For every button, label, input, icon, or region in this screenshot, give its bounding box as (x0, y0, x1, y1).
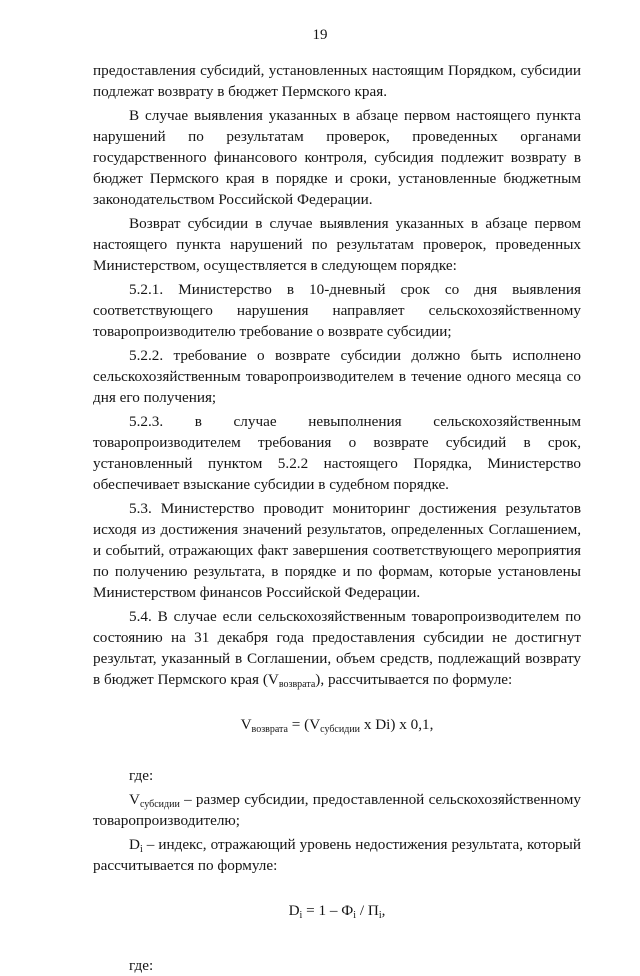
formula-symbol: = (V (287, 716, 321, 733)
formula-symbol: , (381, 902, 386, 919)
subscript: возврата (251, 724, 288, 735)
paragraph-5-4 (93, 606, 581, 690)
formula-symbol: / П (356, 902, 379, 919)
paragraph-5-2-2: 5.2.2. требование о возврате субсидии должно быть исполнено сельскохозяйственным товаропроизводителем в течение одного месяца со дня его получения; (93, 347, 581, 406)
paragraph-5-2-1: 5.2.1. Министерство в 10-дневный срок со дня выявления соответствующего нарушения направляет сельскохозяйственному товаропроизводителю требование о возврате субсидии; (93, 281, 581, 340)
formula-symbol: V (129, 791, 140, 808)
definition-index (93, 834, 581, 876)
paragraph: В случае выявления указанных в абзаце первом настоящего пункта нарушений по результатам проверок, проведенных органами государственного финансового контроля, субсидия подлежит возврату в бюджет Пермского края в порядке и сроки, установленные бюджетным законодательством Российской Федерации. (93, 107, 581, 208)
paragraph-5-4-text: 5.4. В случае если сельскохозяйственным товаропроизводителем по состоянию на 31 декабря года предоставления субсидии не достигнут результат, указанный в Соглашении, объем средств, подлежащий возврату в бюджет Пермского края (V (93, 608, 581, 688)
formula-symbol: x Di) x 0,1, (360, 716, 434, 733)
subscript: возврата (278, 679, 316, 690)
definition-text: – размер субсидии, предоставленной сельскохозяйственному товаропроизводителю; (93, 791, 581, 829)
formula-return-amount (93, 714, 581, 735)
subscript: субсидии (139, 799, 180, 810)
definition-text: – индекс, отражающий уровень недостижения результата, который рассчитывается по формуле: (93, 836, 581, 874)
paragraph-5-4-text-end: ), рассчитывается по формуле: (315, 671, 513, 688)
formula-symbol: D (129, 836, 140, 853)
subscript: i (139, 844, 143, 855)
formula-symbol: V (240, 716, 252, 733)
where-label: где: (129, 957, 154, 974)
paragraph-5-3: 5.3. Министерство проводит мониторинг достижения результатов исходя из достижения значений результатов, определенных Соглашением, и событий, отражающих факт завершения соответствующего мероприятия по получению результата, в порядке и по формам, которые установлены Министерством финансов Российской Федерации. (93, 500, 581, 601)
paragraph: предоставления субсидий, установленных настоящим Порядком, субсидии подлежат возврату в бюджет Пермского края. (93, 62, 581, 100)
paragraph: Возврат субсидии в случае выявления указанных в абзаце первом настоящего пункта нарушений по результатам проверок, проведенных Министерством, осуществляется в следующем порядке: (93, 215, 581, 274)
formula-symbol: = 1 – Ф (302, 902, 354, 919)
subscript: i (299, 910, 303, 921)
document-body (93, 60, 581, 976)
subscript: субсидии (320, 724, 361, 735)
formula-symbol: D (288, 902, 300, 919)
subscript: i (353, 910, 357, 921)
subscript: i (378, 910, 382, 921)
definition-subsidy (93, 789, 581, 831)
page-number: 19 (312, 27, 328, 43)
formula-index (93, 900, 581, 921)
paragraph-5-2-3: 5.2.3. в случае невыполнения сельскохозяйственным товаропроизводителем требования о возврате субсидий в срок, установленный пунктом 5.2.2 настоящего Порядка, Министерство обеспечивает взыскание субсидии в судебном порядке. (93, 413, 581, 493)
where-label: где: (129, 767, 154, 784)
